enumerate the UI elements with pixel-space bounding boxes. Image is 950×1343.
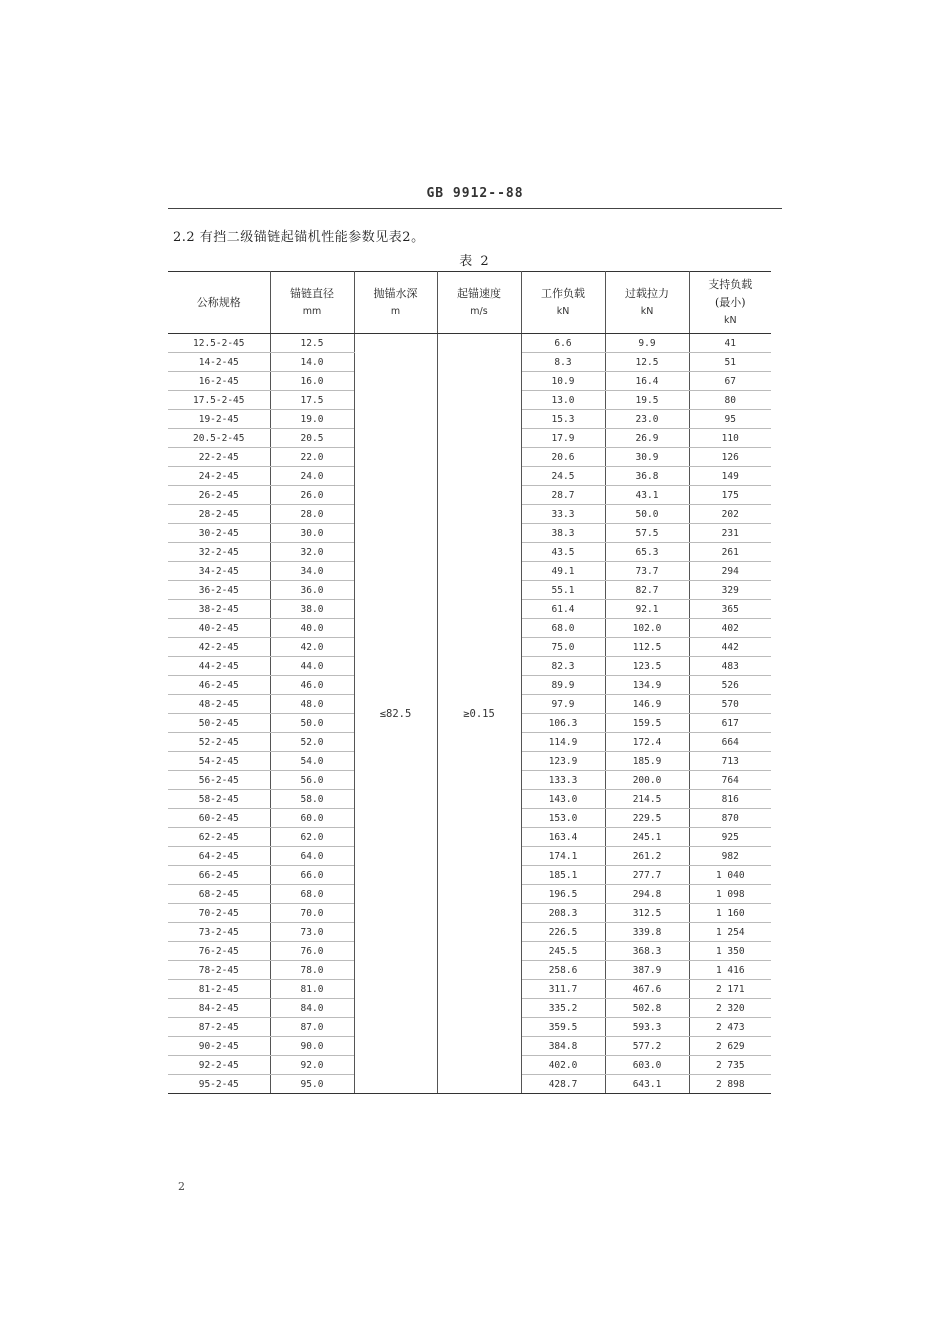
- working-load-cell: 75.0: [521, 638, 605, 657]
- chain-diameter-cell: 87.0: [270, 1018, 354, 1037]
- chain-diameter-cell: 66.0: [270, 866, 354, 885]
- overload-pull-cell: 577.2: [605, 1037, 689, 1056]
- working-load-cell: 196.5: [521, 885, 605, 904]
- chain-diameter-cell: 95.0: [270, 1075, 354, 1094]
- spec-cell: 20.5-2-45: [168, 429, 270, 448]
- spec-cell: 81-2-45: [168, 980, 270, 999]
- holding-load-cell: 764: [689, 771, 771, 790]
- overload-pull-cell: 172.4: [605, 733, 689, 752]
- overload-pull-cell: 9.9: [605, 334, 689, 353]
- spec-cell: 84-2-45: [168, 999, 270, 1018]
- spec-cell: 60-2-45: [168, 809, 270, 828]
- working-load-cell: 24.5: [521, 467, 605, 486]
- chain-diameter-cell: 42.0: [270, 638, 354, 657]
- chain-diameter-cell: 44.0: [270, 657, 354, 676]
- header-rule: [168, 208, 782, 209]
- spec-cell: 64-2-45: [168, 847, 270, 866]
- holding-load-cell: 570: [689, 695, 771, 714]
- chain-diameter-cell: 58.0: [270, 790, 354, 809]
- spec-cell: 87-2-45: [168, 1018, 270, 1037]
- working-load-cell: 245.5: [521, 942, 605, 961]
- spec-cell: 32-2-45: [168, 543, 270, 562]
- chain-diameter-cell: 17.5: [270, 391, 354, 410]
- overload-pull-cell: 50.0: [605, 505, 689, 524]
- holding-load-cell: 1 416: [689, 961, 771, 980]
- overload-pull-cell: 112.5: [605, 638, 689, 657]
- spec-cell: 16-2-45: [168, 372, 270, 391]
- holding-load-cell: 870: [689, 809, 771, 828]
- chain-diameter-cell: 81.0: [270, 980, 354, 999]
- chain-diameter-cell: 24.0: [270, 467, 354, 486]
- column-header-label: 支持负载 (最小): [708, 277, 753, 309]
- spec-cell: 56-2-45: [168, 771, 270, 790]
- holding-load-cell: 1 350: [689, 942, 771, 961]
- holding-load-cell: 2 898: [689, 1075, 771, 1094]
- holding-load-cell: 2 320: [689, 999, 771, 1018]
- working-load-cell: 20.6: [521, 448, 605, 467]
- working-load-cell: 384.8: [521, 1037, 605, 1056]
- overload-pull-cell: 102.0: [605, 619, 689, 638]
- chain-diameter-cell: 12.5: [270, 334, 354, 353]
- working-load-cell: 359.5: [521, 1018, 605, 1037]
- chain-diameter-cell: 70.0: [270, 904, 354, 923]
- holding-load-cell: 1 254: [689, 923, 771, 942]
- holding-load-cell: 982: [689, 847, 771, 866]
- section-intro: 2.2 有挡二级锚链起锚机性能参数见表2。: [173, 230, 425, 245]
- spec-cell: 54-2-45: [168, 752, 270, 771]
- working-load-cell: 226.5: [521, 923, 605, 942]
- overload-pull-cell: 16.4: [605, 372, 689, 391]
- working-load-cell: 208.3: [521, 904, 605, 923]
- holding-load-cell: 2 473: [689, 1018, 771, 1037]
- overload-pull-cell: 134.9: [605, 676, 689, 695]
- working-load-cell: 43.5: [521, 543, 605, 562]
- spec-cell: 62-2-45: [168, 828, 270, 847]
- overload-pull-cell: 387.9: [605, 961, 689, 980]
- chain-diameter-cell: 38.0: [270, 600, 354, 619]
- spec-cell: 92-2-45: [168, 1056, 270, 1075]
- overload-pull-cell: 43.1: [605, 486, 689, 505]
- overload-pull-cell: 159.5: [605, 714, 689, 733]
- column-header-label: 起锚速度: [457, 286, 501, 300]
- spec-cell: 42-2-45: [168, 638, 270, 657]
- overload-pull-cell: 467.6: [605, 980, 689, 999]
- overload-pull-cell: 30.9: [605, 448, 689, 467]
- holding-load-cell: 80: [689, 391, 771, 410]
- holding-load-cell: 231: [689, 524, 771, 543]
- chain-diameter-cell: 46.0: [270, 676, 354, 695]
- spec-cell: 17.5-2-45: [168, 391, 270, 410]
- performance-table: [168, 271, 771, 1094]
- working-load-cell: 258.6: [521, 961, 605, 980]
- column-header: [689, 272, 771, 334]
- spec-cell: 52-2-45: [168, 733, 270, 752]
- spec-cell: 50-2-45: [168, 714, 270, 733]
- overload-pull-cell: 146.9: [605, 695, 689, 714]
- spec-cell: 19-2-45: [168, 410, 270, 429]
- overload-pull-cell: 502.8: [605, 999, 689, 1018]
- standard-number: GB 9912--88: [426, 186, 524, 201]
- holding-load-cell: 365: [689, 600, 771, 619]
- overload-pull-cell: 294.8: [605, 885, 689, 904]
- spec-cell: 24-2-45: [168, 467, 270, 486]
- working-load-cell: 114.9: [521, 733, 605, 752]
- spec-cell: 34-2-45: [168, 562, 270, 581]
- chain-diameter-cell: 22.0: [270, 448, 354, 467]
- overload-pull-cell: 603.0: [605, 1056, 689, 1075]
- holding-load-cell: 925: [689, 828, 771, 847]
- working-load-cell: 428.7: [521, 1075, 605, 1094]
- overload-pull-cell: 229.5: [605, 809, 689, 828]
- overload-pull-cell: 92.1: [605, 600, 689, 619]
- chain-diameter-cell: 16.0: [270, 372, 354, 391]
- column-header: [521, 272, 605, 334]
- chain-diameter-cell: 30.0: [270, 524, 354, 543]
- spec-cell: 76-2-45: [168, 942, 270, 961]
- chain-diameter-cell: 52.0: [270, 733, 354, 752]
- working-load-cell: 55.1: [521, 581, 605, 600]
- holding-load-cell: 664: [689, 733, 771, 752]
- working-load-cell: 8.3: [521, 353, 605, 372]
- page-number: 2: [178, 1180, 185, 1193]
- working-load-cell: 89.9: [521, 676, 605, 695]
- working-load-cell: 402.0: [521, 1056, 605, 1075]
- spec-cell: 66-2-45: [168, 866, 270, 885]
- working-load-cell: 185.1: [521, 866, 605, 885]
- chain-diameter-cell: 56.0: [270, 771, 354, 790]
- spec-cell: 48-2-45: [168, 695, 270, 714]
- spec-cell: 70-2-45: [168, 904, 270, 923]
- spec-cell: 78-2-45: [168, 961, 270, 980]
- working-load-cell: 133.3: [521, 771, 605, 790]
- working-load-cell: 61.4: [521, 600, 605, 619]
- column-header-label: 锚链直径: [290, 286, 334, 300]
- column-header: [168, 272, 270, 334]
- hoisting-speed-cell: ≥0.15: [437, 334, 521, 1094]
- holding-load-cell: 1 040: [689, 866, 771, 885]
- spec-cell: 46-2-45: [168, 676, 270, 695]
- chain-diameter-cell: 40.0: [270, 619, 354, 638]
- holding-load-cell: 110: [689, 429, 771, 448]
- working-load-cell: 49.1: [521, 562, 605, 581]
- overload-pull-cell: 643.1: [605, 1075, 689, 1094]
- spec-cell: 22-2-45: [168, 448, 270, 467]
- holding-load-cell: 442: [689, 638, 771, 657]
- working-load-cell: 38.3: [521, 524, 605, 543]
- spec-cell: 68-2-45: [168, 885, 270, 904]
- chain-diameter-cell: 78.0: [270, 961, 354, 980]
- working-load-cell: 82.3: [521, 657, 605, 676]
- overload-pull-cell: 12.5: [605, 353, 689, 372]
- column-header-unit: kN: [556, 305, 570, 317]
- overload-pull-cell: 339.8: [605, 923, 689, 942]
- spec-cell: 58-2-45: [168, 790, 270, 809]
- chain-diameter-cell: 92.0: [270, 1056, 354, 1075]
- working-load-cell: 143.0: [521, 790, 605, 809]
- holding-load-cell: 51: [689, 353, 771, 372]
- holding-load-cell: 2 735: [689, 1056, 771, 1075]
- column-header-unit: m/s: [470, 305, 488, 317]
- column-header: [354, 272, 437, 334]
- chain-diameter-cell: 84.0: [270, 999, 354, 1018]
- holding-load-cell: 617: [689, 714, 771, 733]
- overload-pull-cell: 36.8: [605, 467, 689, 486]
- holding-load-cell: 1 160: [689, 904, 771, 923]
- overload-pull-cell: 312.5: [605, 904, 689, 923]
- holding-load-cell: 67: [689, 372, 771, 391]
- chain-diameter-cell: 54.0: [270, 752, 354, 771]
- working-load-cell: 123.9: [521, 752, 605, 771]
- chain-diameter-cell: 90.0: [270, 1037, 354, 1056]
- working-load-cell: 17.9: [521, 429, 605, 448]
- chain-diameter-cell: 32.0: [270, 543, 354, 562]
- holding-load-cell: 149: [689, 467, 771, 486]
- column-header-unit: kN: [723, 314, 737, 326]
- chain-diameter-cell: 26.0: [270, 486, 354, 505]
- overload-pull-cell: 214.5: [605, 790, 689, 809]
- holding-load-cell: 1 098: [689, 885, 771, 904]
- table-caption: 表 2: [459, 254, 491, 269]
- overload-pull-cell: 277.7: [605, 866, 689, 885]
- overload-pull-cell: 261.2: [605, 847, 689, 866]
- overload-pull-cell: 368.3: [605, 942, 689, 961]
- holding-load-cell: 402: [689, 619, 771, 638]
- overload-pull-cell: 185.9: [605, 752, 689, 771]
- column-header-unit: mm: [302, 305, 322, 317]
- spec-cell: 95-2-45: [168, 1075, 270, 1094]
- holding-load-cell: 202: [689, 505, 771, 524]
- holding-load-cell: 175: [689, 486, 771, 505]
- chain-diameter-cell: 28.0: [270, 505, 354, 524]
- holding-load-cell: 126: [689, 448, 771, 467]
- working-load-cell: 335.2: [521, 999, 605, 1018]
- spec-cell: 14-2-45: [168, 353, 270, 372]
- spec-cell: 38-2-45: [168, 600, 270, 619]
- overload-pull-cell: 19.5: [605, 391, 689, 410]
- anchoring-depth-cell: ≤82.5: [354, 334, 437, 1094]
- holding-load-cell: 41: [689, 334, 771, 353]
- chain-diameter-cell: 76.0: [270, 942, 354, 961]
- spec-cell: 44-2-45: [168, 657, 270, 676]
- overload-pull-cell: 245.1: [605, 828, 689, 847]
- column-header-label: 工作负载: [541, 286, 585, 300]
- column-header-unit: kN: [640, 305, 654, 317]
- working-load-cell: 174.1: [521, 847, 605, 866]
- holding-load-cell: 526: [689, 676, 771, 695]
- spec-cell: 40-2-45: [168, 619, 270, 638]
- working-load-cell: 13.0: [521, 391, 605, 410]
- column-header-unit: m: [390, 305, 401, 317]
- working-load-cell: 106.3: [521, 714, 605, 733]
- chain-diameter-cell: 62.0: [270, 828, 354, 847]
- chain-diameter-cell: 34.0: [270, 562, 354, 581]
- spec-cell: 26-2-45: [168, 486, 270, 505]
- chain-diameter-cell: 48.0: [270, 695, 354, 714]
- chain-diameter-cell: 50.0: [270, 714, 354, 733]
- column-header: [605, 272, 689, 334]
- column-header-label: 抛锚水深: [373, 286, 418, 300]
- working-load-cell: 33.3: [521, 505, 605, 524]
- overload-pull-cell: 82.7: [605, 581, 689, 600]
- holding-load-cell: 95: [689, 410, 771, 429]
- column-header-label: 过载拉力: [625, 286, 669, 300]
- working-load-cell: 163.4: [521, 828, 605, 847]
- spec-cell: 90-2-45: [168, 1037, 270, 1056]
- working-load-cell: 311.7: [521, 980, 605, 999]
- working-load-cell: 97.9: [521, 695, 605, 714]
- working-load-cell: 153.0: [521, 809, 605, 828]
- column-header: [437, 272, 521, 334]
- table-body: [168, 334, 771, 1094]
- holding-load-cell: 816: [689, 790, 771, 809]
- working-load-cell: 6.6: [521, 334, 605, 353]
- chain-diameter-cell: 20.5: [270, 429, 354, 448]
- chain-diameter-cell: 14.0: [270, 353, 354, 372]
- spec-cell: 36-2-45: [168, 581, 270, 600]
- chain-diameter-cell: 68.0: [270, 885, 354, 904]
- spec-cell: 12.5-2-45: [168, 334, 270, 353]
- working-load-cell: 15.3: [521, 410, 605, 429]
- chain-diameter-cell: 73.0: [270, 923, 354, 942]
- chain-diameter-cell: 60.0: [270, 809, 354, 828]
- holding-load-cell: 329: [689, 581, 771, 600]
- chain-diameter-cell: 64.0: [270, 847, 354, 866]
- chain-diameter-cell: 19.0: [270, 410, 354, 429]
- overload-pull-cell: 73.7: [605, 562, 689, 581]
- holding-load-cell: 483: [689, 657, 771, 676]
- overload-pull-cell: 57.5: [605, 524, 689, 543]
- table-header-row: [168, 272, 771, 334]
- working-load-cell: 68.0: [521, 619, 605, 638]
- spec-cell: 30-2-45: [168, 524, 270, 543]
- chain-diameter-cell: 36.0: [270, 581, 354, 600]
- overload-pull-cell: 23.0: [605, 410, 689, 429]
- table-row: [168, 334, 771, 353]
- overload-pull-cell: 26.9: [605, 429, 689, 448]
- working-load-cell: 10.9: [521, 372, 605, 391]
- holding-load-cell: 2 171: [689, 980, 771, 999]
- overload-pull-cell: 200.0: [605, 771, 689, 790]
- overload-pull-cell: 65.3: [605, 543, 689, 562]
- holding-load-cell: 294: [689, 562, 771, 581]
- holding-load-cell: 713: [689, 752, 771, 771]
- spec-cell: 73-2-45: [168, 923, 270, 942]
- overload-pull-cell: 123.5: [605, 657, 689, 676]
- spec-cell: 28-2-45: [168, 505, 270, 524]
- holding-load-cell: 261: [689, 543, 771, 562]
- column-header: [270, 272, 354, 334]
- holding-load-cell: 2 629: [689, 1037, 771, 1056]
- column-header-label: 公称规格: [196, 295, 241, 309]
- working-load-cell: 28.7: [521, 486, 605, 505]
- overload-pull-cell: 593.3: [605, 1018, 689, 1037]
